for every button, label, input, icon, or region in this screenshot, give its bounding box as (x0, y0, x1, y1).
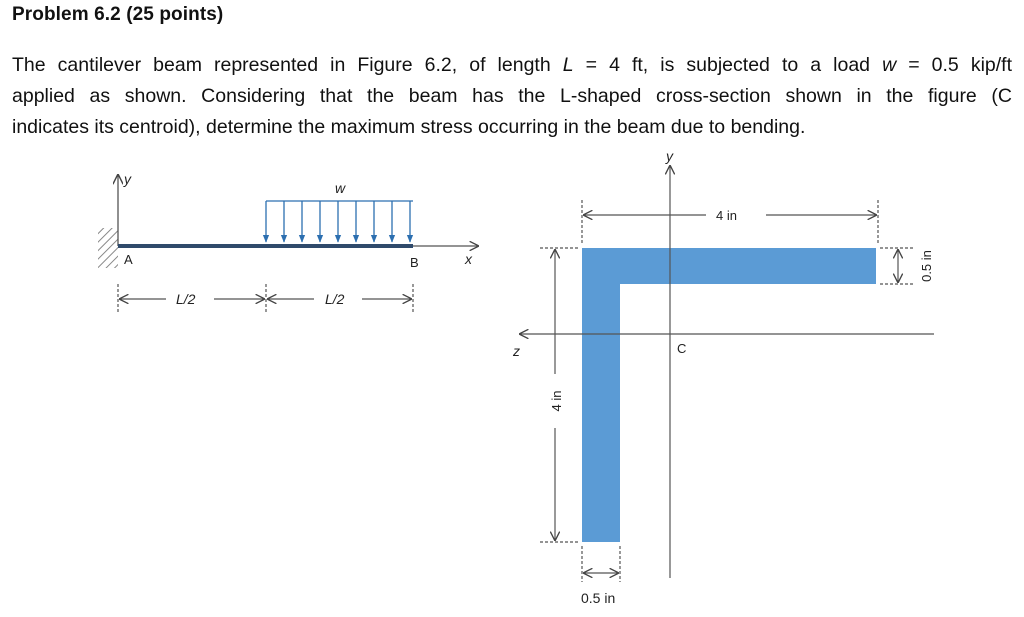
web-height-label: 4 in (549, 390, 564, 412)
web-thickness-label: 0.5 in (581, 590, 616, 606)
section-y-label: y (666, 148, 673, 164)
beam-figure (98, 171, 478, 314)
span-right-label: L/2 (325, 291, 345, 307)
problem-title: Problem 6.2 (25 points) (12, 4, 224, 25)
flange-width-label: 4 in (716, 208, 737, 223)
fixed-support-hatch (98, 228, 118, 268)
span-left-label: L/2 (176, 291, 196, 307)
point-a-label: A (124, 252, 133, 267)
distributed-load (266, 201, 413, 242)
load-label: w (335, 180, 346, 196)
web-thickness-dimension (582, 546, 620, 582)
section-figure (512, 148, 934, 606)
beam-y-label: y (124, 171, 131, 187)
span-dimensions (118, 284, 413, 314)
flange-thickness-label: 0.5 in (919, 250, 934, 282)
centroid-label: C (677, 341, 687, 356)
flange-thickness-dimension (880, 248, 914, 284)
statement-line-3: indicates its centroid), determine the maximum stress occurring in the beam due to bending. (12, 116, 806, 138)
section-z-label: z (513, 343, 520, 359)
l-section-shape (582, 248, 876, 542)
point-b-label: B (410, 255, 419, 270)
beam-x-label: x (465, 251, 472, 267)
statement-line-2: applied as shown. Considering that the beam has the L-shaped cross-section shown in the figure (C (12, 85, 1012, 107)
statement-line-1: The cantilever beam represented in Figure 6.2, of length L = 4 ft, is subjected to a load w = 0.5 kip/ft (12, 54, 1012, 76)
